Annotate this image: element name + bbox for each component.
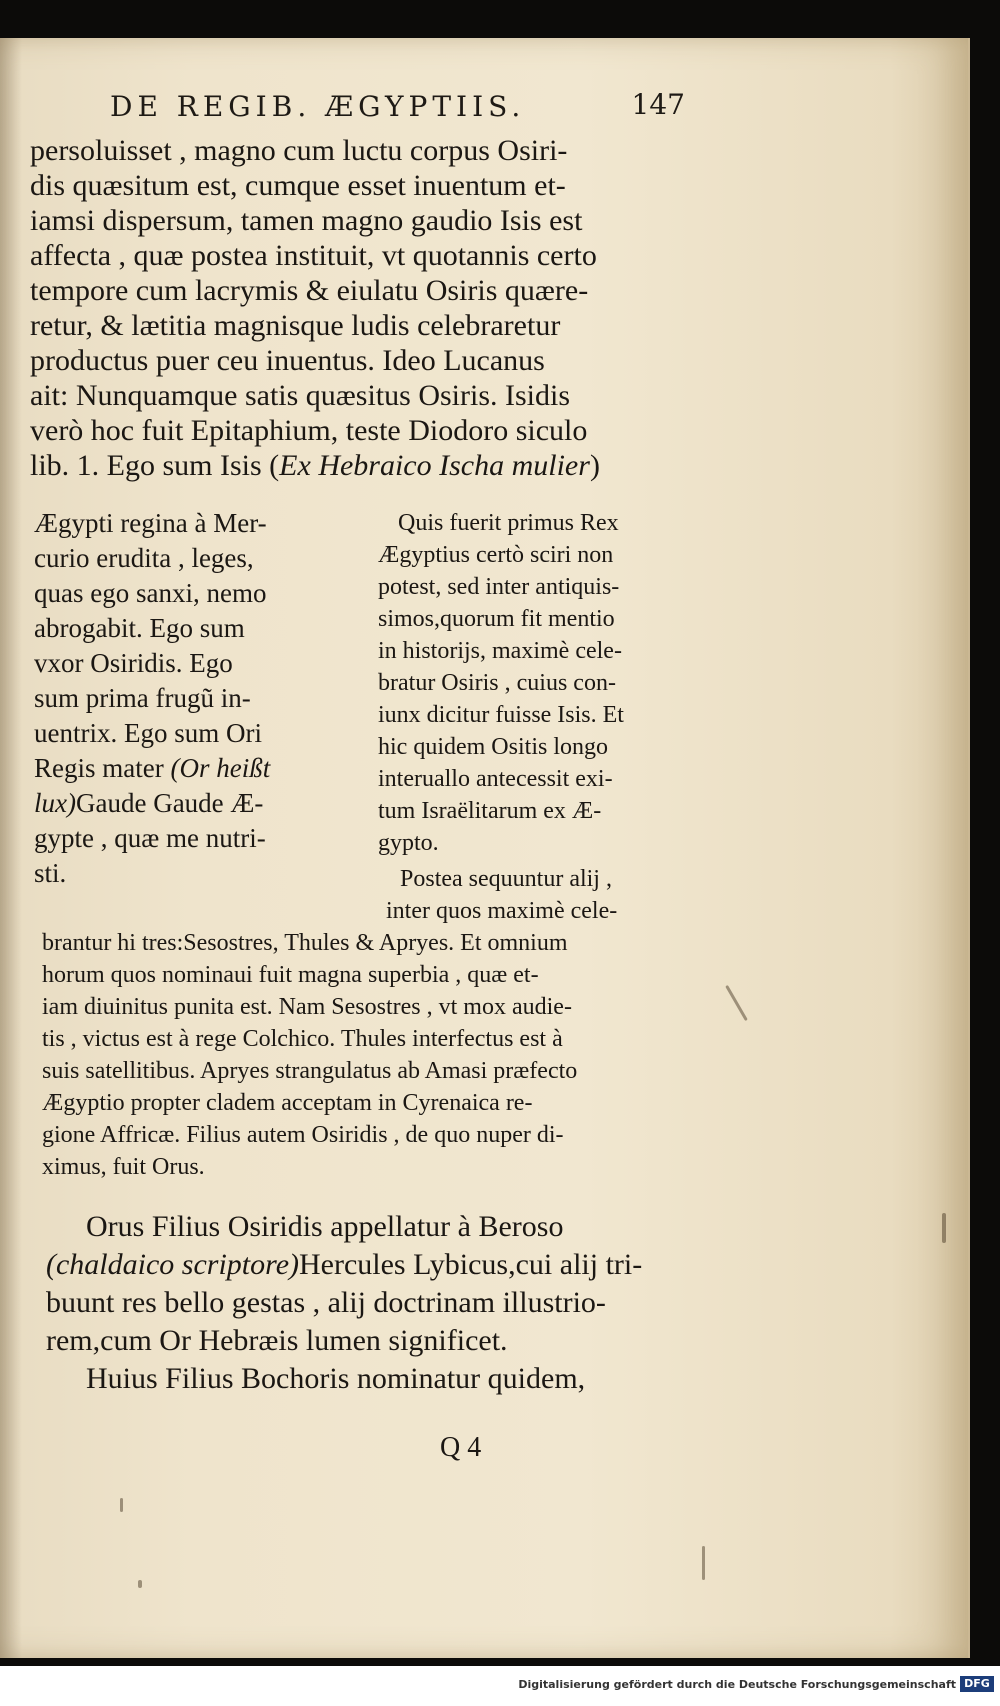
text-line: gione Affricæ. Filius autem Osiridis , de quo nuper di- — [42, 1122, 564, 1148]
text-line: iamsi dispersum, tamen magno gaudio Isis est — [30, 204, 583, 237]
left-column-line — [34, 753, 270, 784]
paper-mark — [138, 1580, 142, 1588]
left-column-line: vxor Osiridis. Ego — [34, 648, 233, 678]
text-segment: Regis mater — [34, 753, 164, 783]
funding-credit: Digitalisierung gefördert durch die Deutsche Forschungsgemeinschaft — [518, 1678, 956, 1691]
left-column-line: curio erudita , leges, — [34, 543, 254, 573]
text-line: retur, & lætitia magnisque ludis celebraretur — [30, 309, 561, 342]
right-column-line: potest, sed inter antiquis- — [378, 574, 620, 600]
text-line: horum quos nominaui fuit magna superbia , quæ et- — [42, 962, 539, 988]
text-segment: lib. 1. Ego sum Isis ( — [30, 449, 280, 482]
text-line: Orus Filius Osiridis appellatur à Beroso — [86, 1210, 564, 1243]
right-column-line: inter quos maximè cele- — [386, 898, 618, 924]
right-column-line: simos,quorum fit mentio — [378, 606, 615, 632]
right-column-line: Postea sequuntur alij , — [400, 866, 612, 892]
text-line: tempore cum lacrymis & eiulatu Osiris quære- — [30, 274, 589, 307]
text-line: suis satellitibus. Apryes strangulatus ab Amasi præfecto — [42, 1058, 578, 1084]
page-number: 147 — [631, 88, 685, 121]
paper-mark — [120, 1498, 123, 1512]
text-line: rem,cum Or Hebræis lumen significet. — [46, 1324, 508, 1357]
text-line: Huius Filius Bochoris nominatur quidem, — [86, 1362, 586, 1395]
italic-gloss: (Or heißt — [170, 753, 271, 783]
left-column-line: gypte , quæ me nutri- — [34, 823, 266, 853]
book-page — [0, 38, 970, 1658]
text-line — [46, 1248, 642, 1282]
left-column-line: abrogabit. Ego sum — [34, 613, 245, 643]
left-column-line: uentrix. Ego sum Ori — [34, 718, 262, 748]
text-line: verò hoc fuit Epitaphium, teste Diodoro siculo — [30, 414, 588, 447]
right-column-line: in historijs, maximè cele- — [378, 638, 622, 664]
left-column-line — [34, 788, 263, 819]
right-column-line: iunx dicitur fuisse Isis. Et — [378, 702, 624, 728]
right-column-line: interuallo antecessit exi- — [378, 766, 613, 792]
paper-mark — [725, 985, 748, 1021]
right-column-line: Ægyptius certò sciri non — [378, 542, 614, 568]
text-line: ait: Nunquamque satis quæsitus Osiris. Isidis — [30, 379, 570, 412]
right-column-line: tum Israëlitarum ex Æ- — [378, 798, 602, 824]
signature-mark: Q 4 — [440, 1432, 482, 1463]
text-line: Ægyptio propter cladem acceptam in Cyrenaica re- — [42, 1090, 533, 1116]
text-line: persoluisset , magno cum luctu corpus Osiri- — [30, 134, 568, 167]
italic-gloss: (chaldaico scriptore) — [46, 1248, 299, 1281]
right-column-line: hic quidem Ositis longo — [378, 734, 608, 760]
right-column-line: Quis fuerit primus Rex — [398, 510, 619, 536]
left-column-line: quas ego sanxi, nemo — [34, 578, 267, 608]
text-line: brantur hi tres:Sesostres, Thules & Apryes. Et omnium — [42, 930, 568, 956]
right-column-line: bratur Osiris , cuius con- — [378, 670, 616, 696]
running-title: DE REGIB. ÆGYPTIIS. — [110, 90, 526, 123]
dfg-logo: DFG — [960, 1676, 994, 1692]
left-column-line: sti. — [34, 858, 67, 888]
text-line: dis quæsitum est, cumque esset inuentum et- — [30, 169, 566, 202]
text-line: iam diuinitus punita est. Nam Sesostres , vt mox audie- — [42, 994, 572, 1020]
left-column-line: Ægypti regina à Mer- — [34, 508, 267, 538]
text-line: tis , victus est à rege Colchico. Thules interfectus est à — [42, 1026, 563, 1052]
text-line: ximus, fuit Orus. — [42, 1154, 205, 1180]
text-line: affecta , quæ postea instituit, vt quotannis certo — [30, 239, 597, 272]
text-segment: ) — [589, 449, 600, 482]
text-segment: Gaude Gaude Æ- — [75, 788, 264, 818]
italic-gloss: Ex Hebraico Ischa mulier — [279, 449, 590, 482]
text-line: buunt res bello gestas , alij doctrinam illustrio- — [46, 1286, 606, 1319]
footer-bar — [0, 1666, 1000, 1706]
italic-gloss: lux) — [34, 788, 76, 818]
text-line: productus puer ceu inuentus. Ideo Lucanus — [30, 344, 545, 377]
text-segment: Hercules Lybicus,cui alij tri- — [299, 1248, 643, 1281]
right-column-line: gypto. — [378, 830, 439, 856]
left-column-line: sum prima frugũ in- — [34, 683, 251, 713]
text-line — [30, 449, 600, 483]
paper-mark — [702, 1546, 705, 1580]
paper-mark — [942, 1213, 946, 1243]
